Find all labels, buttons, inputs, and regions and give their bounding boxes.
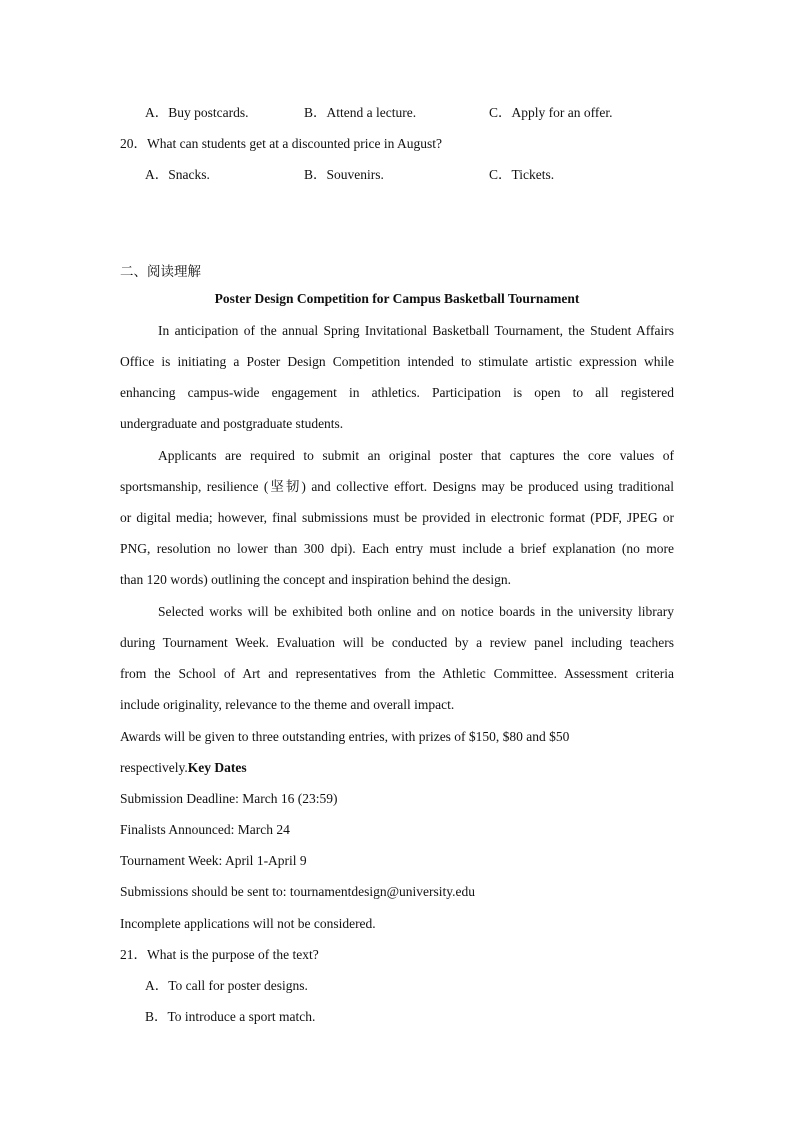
q20-option-b: B．Souvenirs. [304,167,384,182]
passage-line: Awards will be given to three outstanding entries, with prizes of $150, $80 and $50 [120,729,570,744]
submission-line: Submissions should be sent to: tournamentdesign@university.edu [120,884,476,899]
passage-line: undergraduate and postgraduate students. [120,416,344,431]
q20-option-c: C．Tickets. [489,167,555,182]
passage-line: Office is initiating a Poster Design Competition intended to stimulate artistic expression while [120,354,674,369]
section-heading: 二、阅读理解 [120,264,201,280]
q20-option-a: A．Snacks. [145,167,210,182]
q19-option-c: C．Apply for an offer. [489,105,613,120]
q21-option-a: A．To call for poster designs. [145,978,308,993]
key-date-item: Tournament Week: April 1-April 9 [120,853,307,868]
passage-line: enhancing campus-wide engagement in athletics. Participation is open to all registered [120,385,674,400]
passage-line: PNG, resolution no lower than 300 dpi). Each entry must include a brief explanation (no more [120,541,674,556]
passage-line: from the School of Art and representatives from the Athletic Committee. Assessment criteria [120,666,674,681]
q19-option-a: A．Buy postcards. [145,105,249,120]
q21-option-b: B．To introduce a sport match. [145,1009,316,1024]
awards-line-end [120,759,247,777]
passage-line: In anticipation of the annual Spring Invitational Basketball Tournament, the Student Affairs [158,323,674,338]
passage-line: during Tournament Week. Evaluation will be conducted by a review panel including teachers [120,635,674,650]
passage-line: or digital media; however, final submissions must be provided in electronic format (PDF, JPEG or [120,510,674,525]
key-dates-label: Key Dates [187,760,247,775]
q21-question: 21．What is the purpose of the text? [120,947,319,962]
q19-option-b: B．Attend a lecture. [304,105,417,120]
passage-line: than 120 words) outlining the concept and inspiration behind the design. [120,572,512,587]
q20-question: 20．What can students get at a discounted price in August? [120,136,443,151]
passage-line: sportsmanship, resilience (坚韧) and collective effort. Designs may be produced using traditional [120,479,674,494]
passage-line: Applicants are required to submit an original poster that captures the core values of [158,448,674,463]
passage-line: include originality, relevance to the theme and overall impact. [120,697,455,712]
incomplete-line: Incomplete applications will not be considered. [120,916,376,931]
passage-title: Poster Design Competition for Campus Basketball Tournament [214,291,580,306]
passage-line: Selected works will be exhibited both online and on notice boards in the university library [158,604,674,619]
key-date-item: Submission Deadline: March 16 (23:59) [120,791,338,806]
key-date-item: Finalists Announced: March 24 [120,822,290,837]
passage-line: respectively. [120,760,188,775]
